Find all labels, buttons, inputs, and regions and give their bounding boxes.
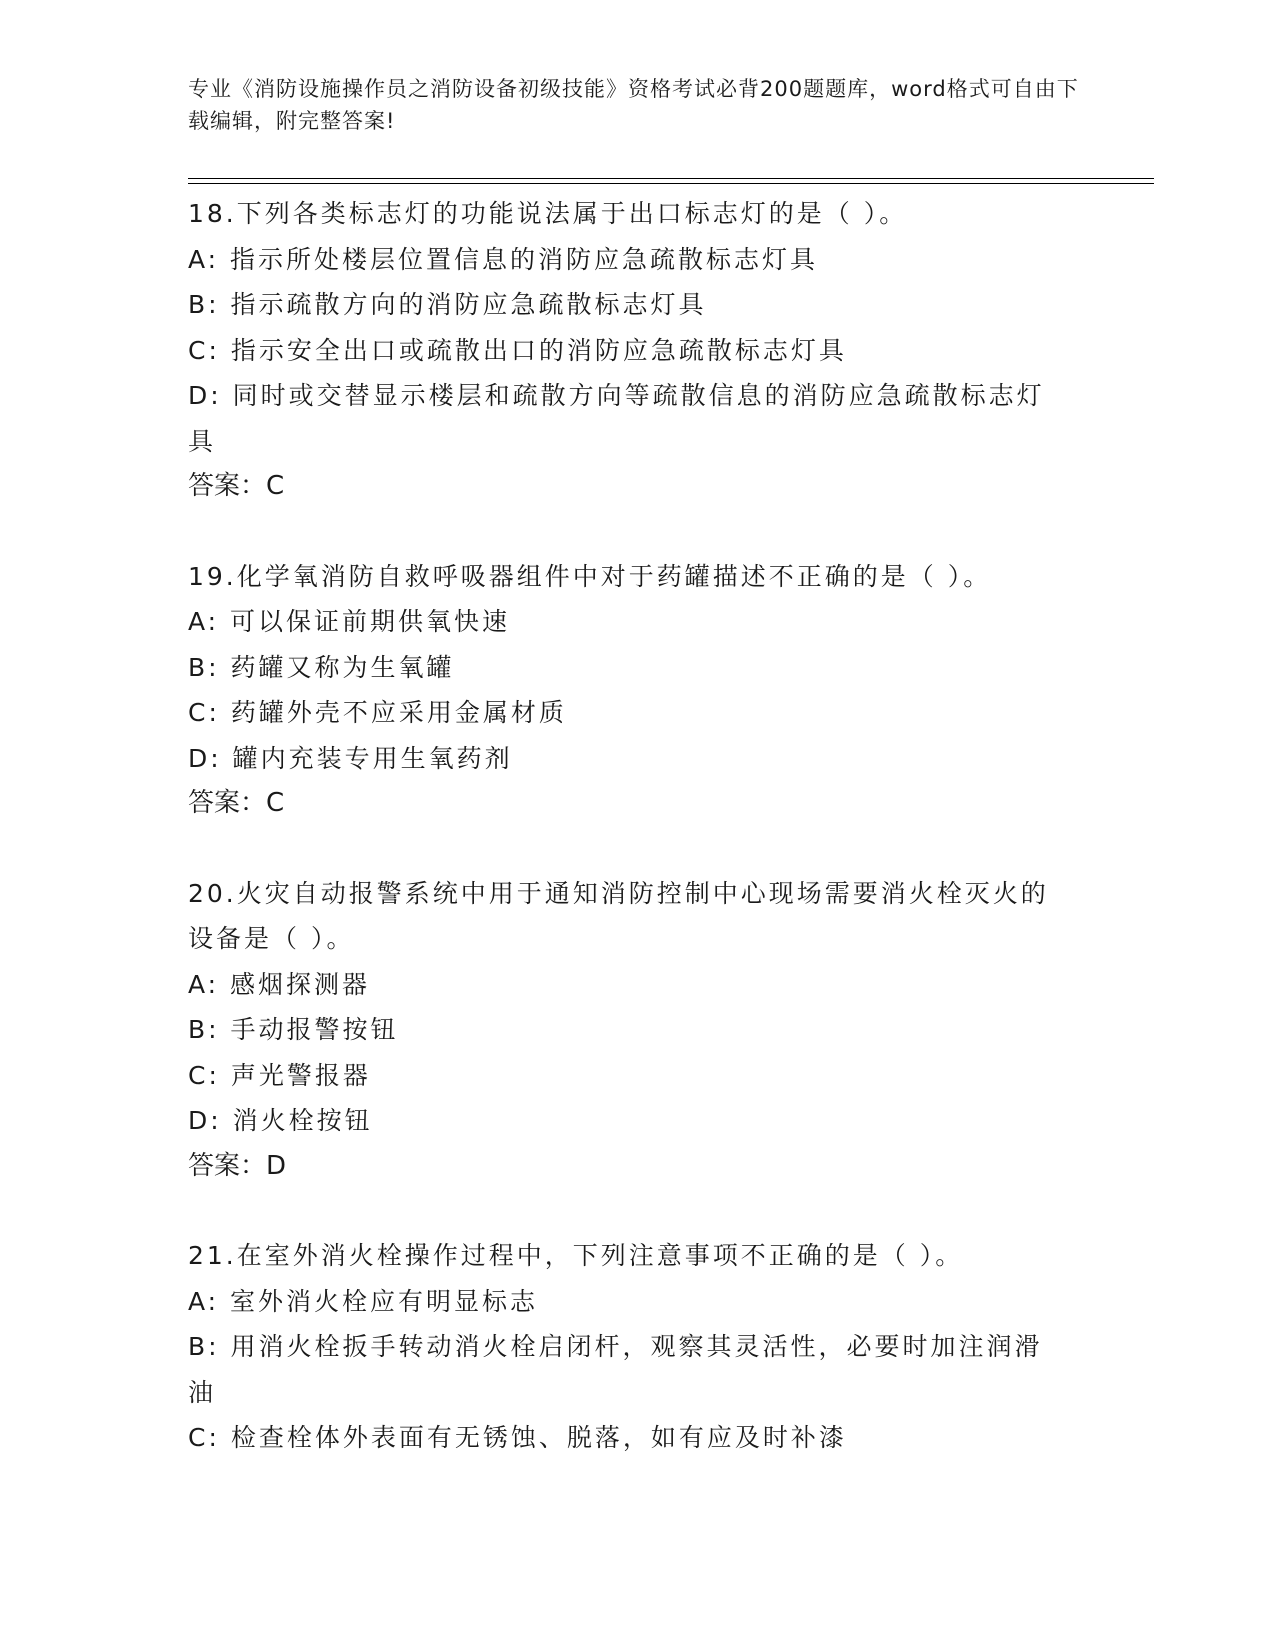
question-stem: 19.化学氧消防自救呼吸器组件中对于药罐描述不正确的是（ ）。 [188,561,992,591]
question-stem-continued: 设备是（ ）。 [188,924,355,953]
option-d: D: 消火栓按钮 [188,1106,373,1135]
option-a: A: 感烟探测器 [188,969,371,999]
option-a: A: 指示所处楼层位置信息的消防应急疏散标志灯具 [188,244,819,274]
question-20 [188,871,1088,1190]
document-intro: 专业《消防设施操作员之消防设备初级技能》资格考试必背200题题库，word格式可自由下载编辑，附完整答案! [188,77,1079,133]
question-18 [188,191,1088,510]
answer: 答案：C [188,788,285,818]
option-b: B: 手动报警按钮 [188,1015,399,1044]
answer: 答案：D [188,1150,287,1181]
option-d-continued: 具 [188,426,217,456]
question-21 [188,1233,1088,1461]
option-d: D: 同时或交替显示楼层和疏散方向等疏散信息的消防应急疏散标志灯 [188,381,1045,410]
answer: 答案：C [188,471,285,501]
option-b: B: 药罐又称为生氧罐 [188,652,455,682]
option-b-continued: 油 [188,1377,217,1407]
option-c: C: 药罐外壳不应采用金属材质 [188,698,567,727]
question-stem: 18.下列各类标志灯的功能说法属于出口标志灯的是（ ）。 [188,199,908,228]
option-c: C: 声光警报器 [188,1060,371,1090]
option-a: A: 室外消火栓应有明显标志 [188,1286,539,1316]
option-d: D: 罐内充装专用生氧药剂 [188,743,513,773]
option-b: B: 指示疏散方向的消防应急疏散标志灯具 [188,290,707,319]
option-c: C: 指示安全出口或疏散出口的消防应急疏散标志灯具 [188,335,847,365]
header-rule-top [188,178,1154,179]
question-stem: 20.火灾自动报警系统中用于通知消防控制中心现场需要消火栓灭火的 [188,878,1049,908]
question-list [188,191,1088,1505]
option-b: B: 用消火栓扳手转动消火栓启闭杆，观察其灵活性，必要时加注润滑 [188,1332,1043,1361]
question-19 [188,554,1088,827]
option-c: C: 检查栓体外表面有无锈蚀、脱落，如有应及时补漆 [188,1423,847,1452]
question-stem: 21.在室外消火栓操作过程中，下列注意事项不正确的是（ ）。 [188,1241,964,1270]
option-a: A: 可以保证前期供氧快速 [188,607,511,636]
header-rule-bottom [188,183,1154,184]
